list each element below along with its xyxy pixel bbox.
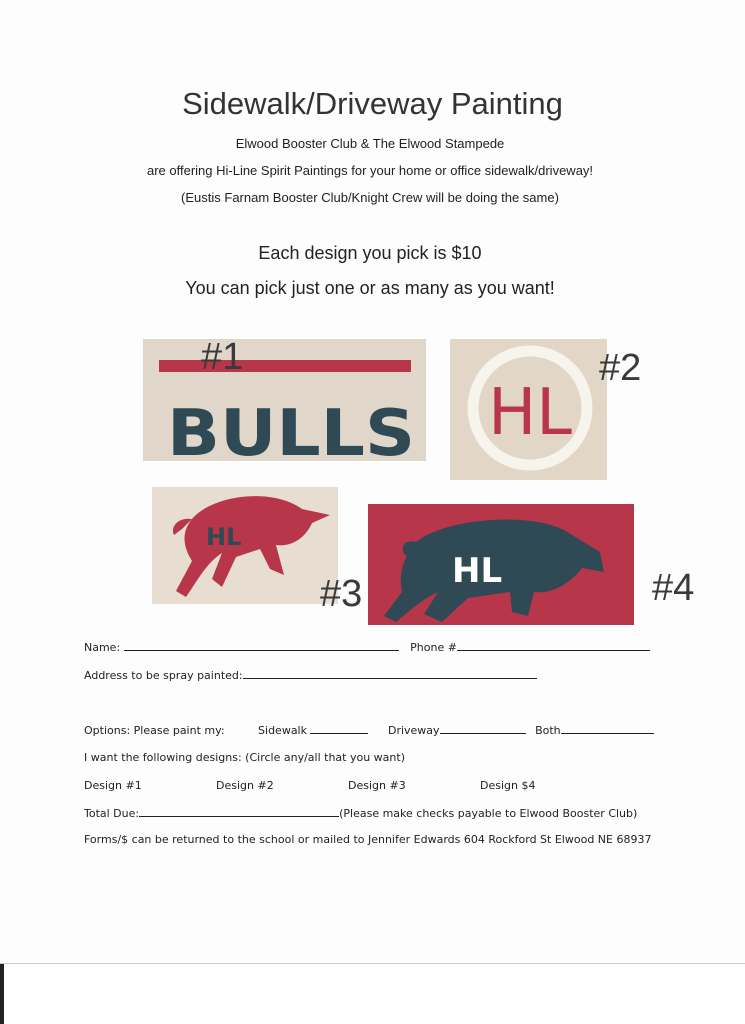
design-3-label: #3 xyxy=(320,573,363,615)
hl-mark-white: HL xyxy=(452,551,503,591)
design-4-image xyxy=(368,504,634,625)
total-row xyxy=(84,806,637,820)
design-choice-1[interactable]: Design #1 xyxy=(84,779,142,792)
payable-note: (Please make checks payable to Elwood Booster Club) xyxy=(339,807,638,820)
design-choice-2[interactable]: Design #2 xyxy=(216,779,274,792)
return-note: Forms/$ can be returned to the school or mailed to Jennifer Edwards 604 Rockford St Elwood NE 68937 xyxy=(84,833,652,846)
name-label: Name: xyxy=(84,641,121,654)
price-line: Each design you pick is $10 xyxy=(258,243,482,263)
bulls-lettering: BULLS xyxy=(167,397,415,461)
choice-line: You can pick just one or as many as you want! xyxy=(185,278,555,298)
hl-logo: HL xyxy=(488,376,572,450)
both-label: Both xyxy=(535,724,561,737)
note-line: (Eustis Farnam Booster Club/Knight Crew will be doing the same) xyxy=(181,190,559,205)
page-edge xyxy=(0,963,745,964)
design-2-image xyxy=(450,339,607,480)
address-field[interactable] xyxy=(243,668,537,679)
options-row xyxy=(84,723,654,737)
address-label: Address to be spray painted: xyxy=(84,669,243,682)
design-4-label: #4 xyxy=(652,567,695,609)
design-2-label: #2 xyxy=(599,347,642,389)
driveway-field[interactable] xyxy=(440,723,526,734)
sidewalk-label: Sidewalk xyxy=(258,724,307,737)
driveway-label: Driveway xyxy=(387,724,440,737)
total-field[interactable] xyxy=(139,806,339,817)
phone-field[interactable] xyxy=(457,640,650,651)
design-choices-row xyxy=(84,779,535,792)
design-1-image xyxy=(143,339,426,461)
designs-prompt: I want the following designs: (Circle any/all that you want) xyxy=(84,751,405,764)
address-row xyxy=(84,668,537,682)
scan-edge xyxy=(0,964,4,1024)
sidewalk-field[interactable] xyxy=(310,723,368,734)
design-choice-4[interactable]: Design $4 xyxy=(480,779,536,792)
design-1-label: #1 xyxy=(201,336,244,378)
flyer-title: Sidewalk/Driveway Painting xyxy=(182,86,563,121)
design-3-image xyxy=(152,487,338,604)
options-label: Options: Please paint my: xyxy=(84,724,225,737)
both-field[interactable] xyxy=(561,723,654,734)
sponsor-line: Elwood Booster Club & The Elwood Stampede xyxy=(235,136,505,151)
design-choice-3[interactable]: Design #3 xyxy=(348,779,406,792)
phone-label: Phone # xyxy=(410,641,457,654)
total-label: Total Due: xyxy=(84,807,140,820)
offer-line: are offering Hi-Line Spirit Paintings for your home or office sidewalk/driveway! xyxy=(146,163,594,178)
hl-mark: HL xyxy=(206,523,242,551)
name-phone-row xyxy=(84,640,650,654)
name-field[interactable] xyxy=(124,640,399,651)
